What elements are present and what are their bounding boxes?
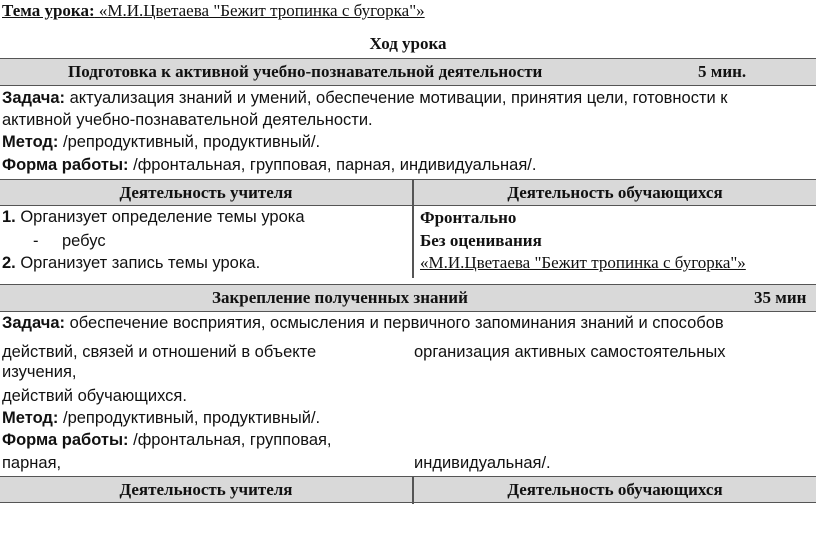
stage2-form-line2b: индивидуальная/. bbox=[414, 454, 551, 472]
stage1-task-line2: активной учебно-познавательной деятельности. bbox=[2, 111, 373, 129]
teacher-item-2 bbox=[2, 254, 260, 273]
students-line-1: Фронтально bbox=[420, 208, 517, 227]
students-line-3: «М.И.Цветаева "Бежит тропинка с бугорка"» bbox=[420, 253, 746, 272]
col-students: Деятельность обучающихся bbox=[507, 480, 723, 499]
form-value: /фронтальная, групповая, bbox=[128, 431, 332, 449]
teacher-subitem-dash: - bbox=[33, 232, 39, 250]
method-value: /репродуктивный, продуктивный/. bbox=[58, 409, 321, 427]
teacher-item-1 bbox=[2, 208, 305, 227]
col-students: Деятельность обучающихся bbox=[507, 183, 723, 202]
form-value: /фронтальная, групповая, парная, индивидуальная/. bbox=[128, 156, 537, 174]
item-number: 1. bbox=[2, 208, 16, 226]
method-label: Метод: bbox=[2, 133, 59, 151]
stage1-method bbox=[2, 133, 320, 152]
stage1-task-line1 bbox=[2, 89, 728, 108]
column-divider bbox=[412, 179, 414, 278]
task-label: Задача: bbox=[2, 314, 66, 332]
item-text: Организует определение темы урока bbox=[15, 208, 305, 226]
stage1-form bbox=[2, 156, 536, 175]
form-label: Форма работы: bbox=[2, 431, 129, 449]
stage2-task-line3: изучения, bbox=[2, 363, 77, 381]
stage2-task-line1 bbox=[2, 314, 724, 333]
stage1-duration: 5 мин. bbox=[698, 62, 747, 81]
teacher-subitem-text: ребус bbox=[62, 232, 106, 250]
stage2-task-line2b: организация активных самостоятельных bbox=[414, 343, 726, 361]
stage1-title: Подготовка к активной учебно-познавательной деятельности bbox=[68, 62, 543, 81]
task-text: обеспечение восприятия, осмысления и первичного запоминания знаний и способов bbox=[65, 314, 724, 332]
stage2-form-line2a: парная, bbox=[2, 454, 62, 472]
item-number: 2. bbox=[2, 254, 16, 272]
stage2-title: Закрепление полученных знаний bbox=[212, 288, 468, 307]
col-teacher: Деятельность учителя bbox=[119, 183, 293, 202]
stage2-task-line4: действий обучающихся. bbox=[2, 387, 187, 405]
stage2-header bbox=[0, 284, 816, 312]
stage2-form bbox=[2, 431, 332, 450]
column-divider bbox=[412, 476, 414, 504]
method-label: Метод: bbox=[2, 409, 59, 427]
students-line-2: Без оценивания bbox=[420, 231, 542, 250]
form-label: Форма работы: bbox=[2, 156, 129, 174]
stage2-task-line2a: действий, связей и отношений в объекте bbox=[2, 343, 317, 361]
task-label: Задача: bbox=[2, 89, 66, 107]
topic-value: «М.И.Цветаева "Бежит тропинка с бугорка"» bbox=[94, 1, 425, 20]
stage1-table-header bbox=[0, 179, 816, 206]
stage1-header bbox=[0, 58, 816, 86]
col-teacher: Деятельность учителя bbox=[119, 480, 293, 499]
stage2-method bbox=[2, 409, 320, 428]
topic-label: Тема урока: bbox=[2, 1, 95, 20]
method-value: /репродуктивный, продуктивный/. bbox=[58, 133, 321, 151]
stage2-duration: 35 мин bbox=[754, 288, 807, 307]
task-text: актуализация знаний и умений, обеспечение мотивации, принятия цели, готовности к bbox=[65, 89, 728, 107]
lesson-topic bbox=[2, 1, 425, 21]
item-text: Организует запись темы урока. bbox=[15, 254, 261, 272]
course-title: Ход урока bbox=[369, 34, 447, 53]
stage2-table-header bbox=[0, 476, 816, 503]
